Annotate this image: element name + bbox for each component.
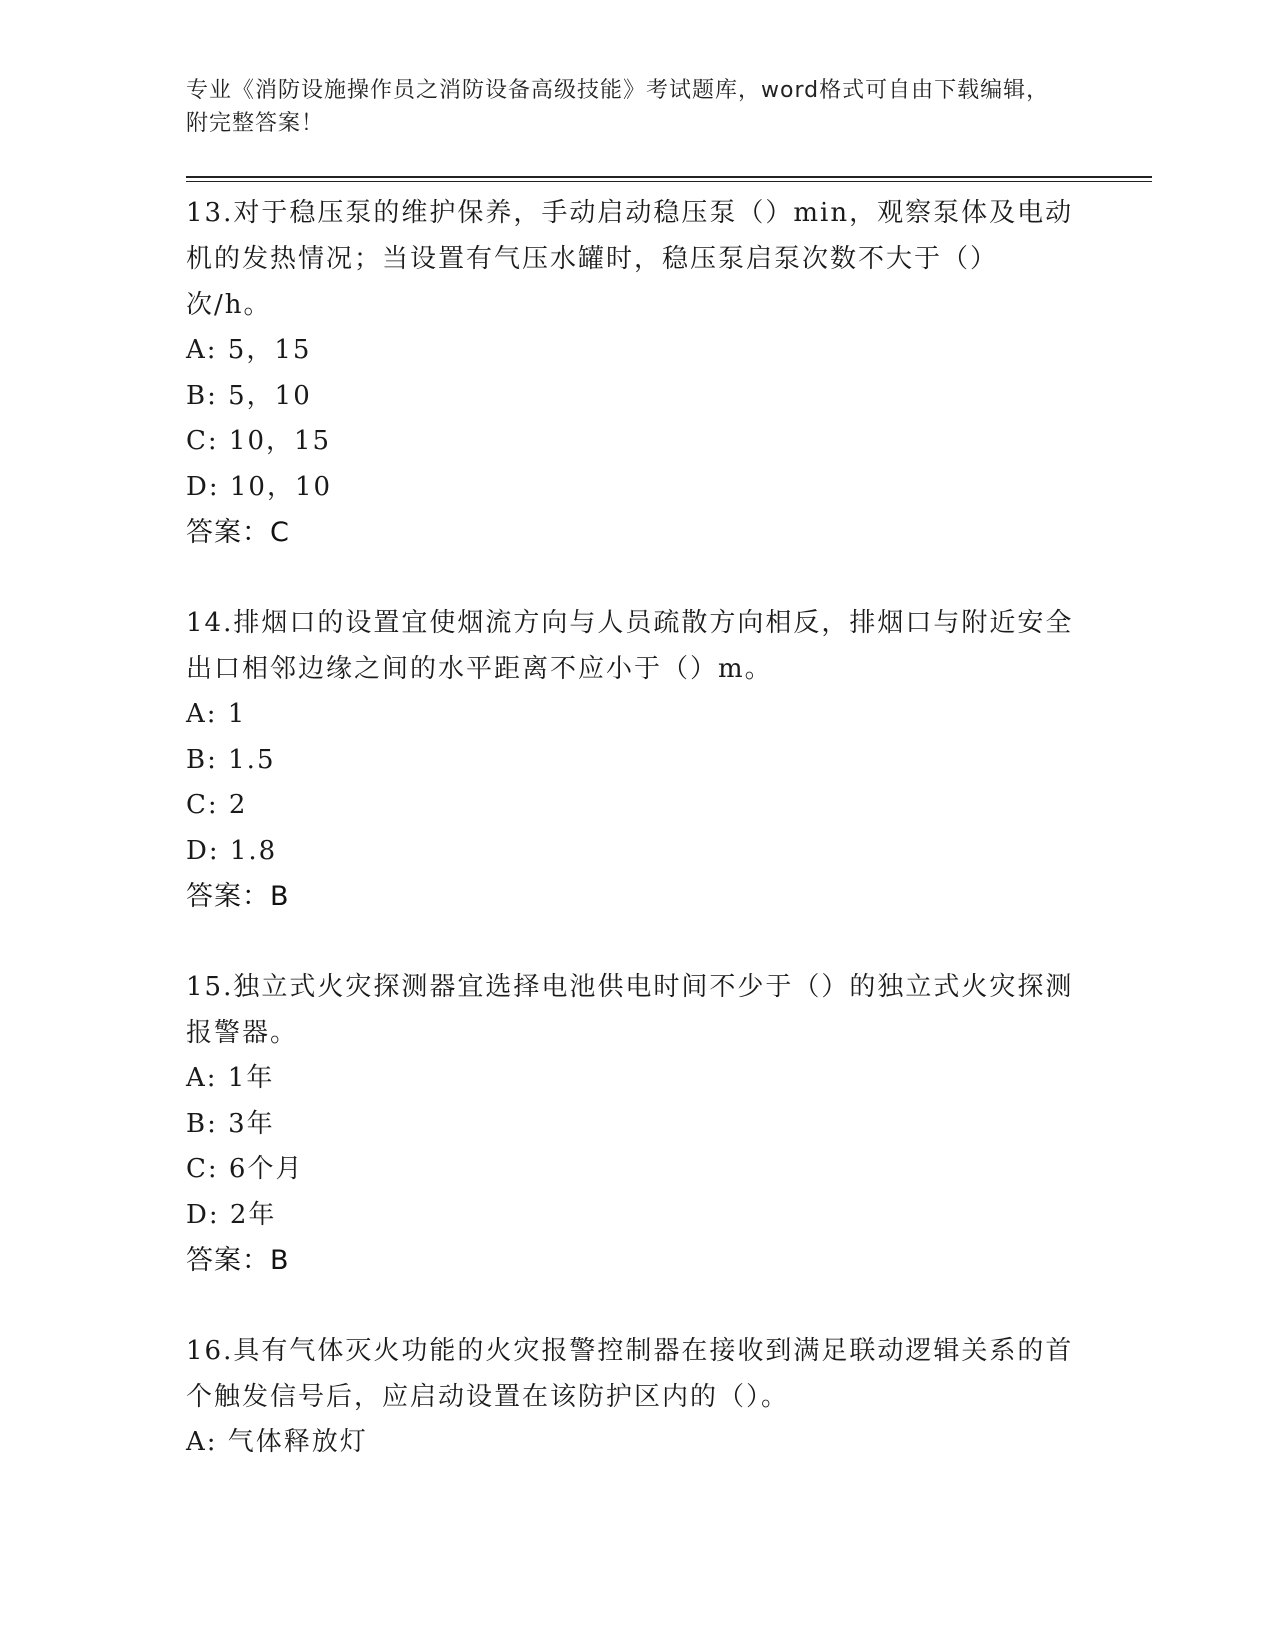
question-text: 14.排烟口的设置宜使烟流方向与人员疏散方向相反，排烟口与附近安全出口相邻边缘之间的水平距离不应小于（）m。 xyxy=(186,608,1074,684)
document-header: 专业《消防设施操作员之消防设备高级技能》考试题库，word格式可自由下载编辑，附完整答案！ xyxy=(186,78,1050,136)
answer: 答案：B xyxy=(186,881,290,912)
question-13 xyxy=(186,190,1076,555)
option-a: A: 5，15 xyxy=(186,335,312,365)
question-text: 15.独立式火灾探测器宜选择电池供电时间不少于（）的独立式火灾探测报警器。 xyxy=(186,972,1074,1048)
option-a: A: 1年 xyxy=(186,1063,275,1093)
option-c: C: 2 xyxy=(186,790,248,820)
option-c: C: 10，15 xyxy=(186,426,332,456)
header-rule-thick xyxy=(186,176,1152,178)
option-b: B: 3年 xyxy=(186,1108,275,1139)
question-14 xyxy=(186,600,1076,919)
option-a: A: 气体释放灯 xyxy=(186,1427,368,1457)
answer: 答案：C xyxy=(186,517,290,548)
question-text: 16.具有气体灭火功能的火灾报警控制器在接收到满足联动逻辑关系的首个触发信号后，应启动设置在该防护区内的（）。 xyxy=(186,1336,1074,1412)
question-text: 13.对于稳压泵的维护保养，手动启动稳压泵（）min，观察泵体及电动机的发热情况；当设置有气压水罐时，稳压泵启泵次数不大于（）次/h。 xyxy=(186,198,1074,320)
header-rule-thin xyxy=(186,181,1152,182)
option-b: B: 1.5 xyxy=(186,744,276,775)
option-a: A: 1 xyxy=(186,699,247,729)
question-list xyxy=(186,190,1076,1511)
question-16 xyxy=(186,1328,1076,1466)
question-15 xyxy=(186,964,1076,1283)
option-d: D: 10，10 xyxy=(186,471,333,502)
option-b: B: 5，10 xyxy=(186,380,312,411)
answer: 答案：B xyxy=(186,1245,290,1276)
option-c: C: 6个月 xyxy=(186,1154,304,1184)
option-d: D: 1.8 xyxy=(186,835,278,866)
option-d: D: 2年 xyxy=(186,1199,277,1230)
